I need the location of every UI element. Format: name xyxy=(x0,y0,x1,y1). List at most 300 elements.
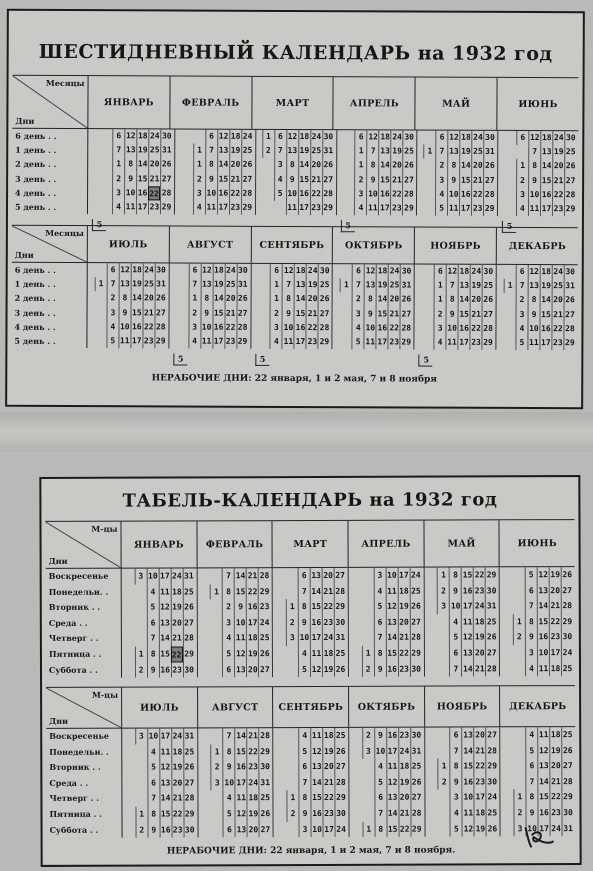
date-cell: 22 xyxy=(474,759,486,775)
date-cell: 16 xyxy=(159,662,171,678)
date-cell: 29 xyxy=(258,584,270,600)
date-cell: 8 xyxy=(528,159,540,173)
date-cell: 4 xyxy=(147,744,159,760)
date-cell: 26 xyxy=(318,292,330,306)
date-row xyxy=(251,278,332,293)
date-cell: 29 xyxy=(561,789,573,805)
date-cell: 6 xyxy=(525,583,537,599)
date-cell: 15 xyxy=(459,173,471,187)
date-row xyxy=(256,130,336,145)
date-cell: 25 xyxy=(471,145,483,159)
date-cell: 15 xyxy=(159,806,171,822)
date-cell: 7 xyxy=(374,806,386,822)
date-cell: 13 xyxy=(447,145,459,159)
date-cell: 14 xyxy=(310,775,322,791)
date-cell: 6 xyxy=(147,775,159,791)
date-cell: 8 xyxy=(222,584,234,600)
extra-five-day-marker: 5 xyxy=(92,219,106,231)
date-cell: 22 xyxy=(471,188,483,202)
date-row xyxy=(501,805,576,821)
date-cell: 10 xyxy=(462,790,474,806)
date-row xyxy=(87,334,168,349)
date-cell: 28 xyxy=(410,630,422,646)
date-cell: 7 xyxy=(112,143,124,157)
date-row xyxy=(88,291,169,306)
date-row xyxy=(251,292,332,307)
date-cell: 28 xyxy=(183,791,195,807)
weekly-calendar-title: ТАБЕЛЬ-КАЛЕНДАРЬ на 1932 год xyxy=(122,489,498,512)
date-cell: 10 xyxy=(527,322,539,336)
date-cell: 7 xyxy=(367,144,379,158)
date-cell: 23 xyxy=(322,806,334,822)
date-cell: 4 xyxy=(450,805,462,821)
day-row-label: 3 день . . xyxy=(14,307,56,318)
date-cell: 20 xyxy=(142,292,154,306)
date-cell: 7 xyxy=(435,145,447,159)
date-cell: 29 xyxy=(334,599,346,615)
date-cell: 8 xyxy=(525,790,537,806)
date-cell: 21 xyxy=(148,172,160,186)
date-cell: 14 xyxy=(136,158,148,172)
date-cell: 21 xyxy=(552,174,564,188)
date-cell: 17 xyxy=(159,728,171,744)
date-cell: 2 xyxy=(437,583,449,599)
weekly-footer: НЕРАБОЧИЕ ДНИ: 22 января, 1 и 2 мая, 7 и 8 ноября. xyxy=(166,845,456,857)
date-cell: 28 xyxy=(561,774,573,790)
month-name: АПРЕЛЬ xyxy=(334,77,416,129)
date-cell: 17 xyxy=(294,335,306,349)
date-cell: 5 xyxy=(222,646,234,662)
date-cell: 11 xyxy=(446,336,458,350)
date-cell: 21 xyxy=(322,584,334,600)
date-cell: 12 xyxy=(528,131,540,145)
date-cell: 12 xyxy=(310,662,322,678)
date-cell: 31 xyxy=(410,743,422,759)
date-cell: 14 xyxy=(459,159,471,173)
date-cell: 1 xyxy=(270,292,282,306)
date-row xyxy=(333,264,414,279)
date-cell: 31 xyxy=(236,278,248,292)
date-cell: 8 xyxy=(118,292,130,306)
date-cell: 29 xyxy=(486,759,498,775)
date-cell: 9 xyxy=(223,759,235,775)
date-row xyxy=(498,173,578,188)
date-cell: 15 xyxy=(234,584,246,600)
date-row xyxy=(122,760,197,776)
month-column xyxy=(501,727,576,836)
date-cell: 3 xyxy=(188,320,200,334)
date-row xyxy=(169,334,250,349)
day-row-label: Пятница . . xyxy=(49,808,102,819)
date-row xyxy=(123,822,198,838)
date-cell: 17 xyxy=(538,821,550,837)
date-cell: 18 xyxy=(398,759,410,775)
date-row xyxy=(424,583,499,599)
date-cell xyxy=(181,158,193,172)
date-cell: 11 xyxy=(537,661,549,677)
date-cell: 5 xyxy=(374,775,386,791)
date-cell: 21 xyxy=(322,775,334,791)
date-cell: 8 xyxy=(446,293,458,307)
date-cell xyxy=(181,186,193,200)
date-cell: 16 xyxy=(537,630,549,646)
date-cell: 13 xyxy=(158,615,170,631)
date-cell: 12 xyxy=(447,131,459,145)
date-row xyxy=(169,278,250,293)
day-row-label: 5 день . . xyxy=(14,201,57,212)
date-row xyxy=(415,321,496,336)
six-day-calendar-sheet xyxy=(5,9,585,410)
date-cell: 30 xyxy=(183,662,195,678)
date-cell: 4 xyxy=(222,631,234,647)
date-cell: 16 xyxy=(212,320,224,334)
date-cell: 15 xyxy=(310,790,322,806)
date-cell: 8 xyxy=(374,821,386,837)
date-cell: 20 xyxy=(322,568,334,584)
date-cell: 23 xyxy=(549,630,561,646)
date-cell: 7 xyxy=(374,630,386,646)
date-row xyxy=(337,159,417,174)
month-header-row xyxy=(12,225,578,265)
date-cell: 27 xyxy=(483,173,495,187)
date-cell: 27 xyxy=(486,727,498,743)
date-cell: 9 xyxy=(366,173,378,187)
date-row xyxy=(498,188,578,203)
date-cell: 2 xyxy=(352,293,364,307)
date-cell: 27 xyxy=(561,583,573,599)
date-row xyxy=(273,599,348,615)
date-cell: 24 xyxy=(322,630,334,646)
date-cell: 6 xyxy=(205,130,217,144)
date-cell: 28 xyxy=(564,188,576,202)
calendar-grid xyxy=(46,567,575,678)
date-cell: 28 xyxy=(154,320,166,334)
date-row xyxy=(274,728,349,744)
date-cell xyxy=(516,145,528,159)
date-cell: 4 xyxy=(188,334,200,348)
date-cell: 15 xyxy=(212,306,224,320)
date-cell: 23 xyxy=(551,336,563,350)
date-cell: 27 xyxy=(183,775,195,791)
date-cell: 31 xyxy=(154,278,166,292)
calendar-grid xyxy=(46,727,575,838)
date-row xyxy=(349,614,424,630)
date-row xyxy=(175,200,255,215)
date-cell: 8 xyxy=(205,158,217,172)
date-cell: 15 xyxy=(298,173,310,187)
date-cell: 15 xyxy=(461,567,473,583)
date-cell: 4 xyxy=(525,661,537,677)
date-cell: 7 xyxy=(528,145,540,159)
date-row xyxy=(349,728,424,744)
date-cell: 5 xyxy=(274,187,286,201)
date-cell: 24 xyxy=(561,645,573,661)
date-cell: 26 xyxy=(183,760,195,776)
date-cell: 18 xyxy=(474,805,486,821)
date-cell: 19 xyxy=(212,278,224,292)
date-cell: 8 xyxy=(286,158,298,172)
date-cell: 23 xyxy=(322,615,334,631)
date-cell: 19 xyxy=(322,661,334,677)
date-cell: 5 xyxy=(525,567,537,583)
date-cell: 29 xyxy=(154,334,166,348)
date-cell: 13 xyxy=(540,145,552,159)
date-cell: 22 xyxy=(398,821,410,837)
date-cell: 26 xyxy=(409,599,421,615)
month-name: АВГУСТ xyxy=(170,226,252,262)
date-cell: 29 xyxy=(183,646,195,662)
date-cell: 28 xyxy=(241,187,253,201)
date-cell: 10 xyxy=(385,568,397,584)
date-cell: 14 xyxy=(234,568,246,584)
date-row xyxy=(198,662,273,678)
date-cell: 14 xyxy=(159,631,171,647)
corner-months-label: М-цы xyxy=(91,689,119,700)
date-cell: 18 xyxy=(376,264,388,278)
date-cell: 10 xyxy=(146,569,158,585)
date-cell: 11 xyxy=(447,202,459,216)
date-cell: 24 xyxy=(409,568,421,584)
date-cell: 18 xyxy=(322,646,334,662)
date-cell: 12 xyxy=(200,264,212,278)
date-cell: 6 xyxy=(516,131,528,145)
date-cell: 2 xyxy=(106,292,118,306)
day-row-label: Среда . . xyxy=(48,617,88,628)
date-cell: 27 xyxy=(563,308,575,322)
date-cell: 27 xyxy=(334,759,346,775)
date-cell: 26 xyxy=(154,292,166,306)
date-cell: 9 xyxy=(525,630,537,646)
date-cell: 24 xyxy=(170,568,182,584)
date-cell: 21 xyxy=(229,172,241,186)
date-cell: 29 xyxy=(241,201,253,215)
date-cell: 14 xyxy=(386,630,398,646)
date-cell: 14 xyxy=(217,158,229,172)
date-cell: 28 xyxy=(561,598,573,614)
date-row xyxy=(418,131,498,146)
date-cell: 3 xyxy=(106,306,118,320)
date-cell: 18 xyxy=(136,129,148,143)
date-row xyxy=(256,144,336,159)
date-cell: 4 xyxy=(298,728,310,744)
date-row xyxy=(349,759,424,775)
date-cell: 8 xyxy=(200,292,212,306)
date-cell: 9 xyxy=(298,615,310,631)
date-cell: 4 xyxy=(146,584,158,600)
date-row xyxy=(337,144,417,159)
date-cell: 11 xyxy=(124,200,136,214)
date-cell: 31 xyxy=(562,821,574,837)
date-cell: 9 xyxy=(446,307,458,321)
date-cell: 12 xyxy=(234,646,246,662)
date-cell: 6 xyxy=(188,264,200,278)
date-cell: 20 xyxy=(246,662,258,678)
date-cell: 6 xyxy=(222,662,234,678)
date-cell: 26 xyxy=(400,293,412,307)
date-cell: 1 xyxy=(437,568,449,584)
date-cell: 22 xyxy=(390,187,402,201)
date-cell: 17 xyxy=(158,568,170,584)
date-cell: 13 xyxy=(537,583,549,599)
date-row xyxy=(337,173,417,188)
date-cell: 4 xyxy=(434,336,446,350)
date-cell: 18 xyxy=(247,791,259,807)
date-cell: 18 xyxy=(212,264,224,278)
date-row xyxy=(88,172,174,187)
date-cell: 5 xyxy=(146,600,158,616)
month-name: АВГУСТ xyxy=(198,687,274,727)
date-cell: 24 xyxy=(310,130,322,144)
date-cell: 24 xyxy=(224,264,236,278)
date-cell: 7 xyxy=(106,277,118,291)
date-cell xyxy=(181,172,193,186)
date-cell: 30 xyxy=(318,264,330,278)
date-cell: 9 xyxy=(449,583,461,599)
date-row xyxy=(169,306,250,321)
date-cell: 29 xyxy=(183,806,195,822)
extra-five-day-marker: 5 xyxy=(255,354,269,366)
date-cell: 9 xyxy=(526,805,538,821)
date-cell: 7 xyxy=(298,584,310,600)
date-cell: 16 xyxy=(310,806,322,822)
date-cell xyxy=(100,158,112,172)
date-cell: 19 xyxy=(130,277,142,291)
date-row xyxy=(333,307,414,322)
date-cell: 17 xyxy=(539,336,551,350)
date-cell: 11 xyxy=(537,727,549,743)
date-cell: 1 xyxy=(423,145,435,159)
date-cell: 20 xyxy=(306,292,318,306)
date-cell: 11 xyxy=(234,631,246,647)
date-cell: 22 xyxy=(470,322,482,336)
date-row xyxy=(273,646,348,662)
date-cell: 28 xyxy=(334,583,346,599)
date-cell: 4 xyxy=(515,322,527,336)
date-cell: 28 xyxy=(322,187,334,201)
date-cell: 29 xyxy=(485,567,497,583)
date-row xyxy=(198,806,273,822)
date-cell: 26 xyxy=(241,158,253,172)
date-cell: 18 xyxy=(131,263,143,277)
date-cell: 22 xyxy=(224,320,236,334)
date-cell: 11 xyxy=(286,201,298,215)
date-cell xyxy=(343,130,355,144)
month-name: ОКТЯБРЬ xyxy=(349,687,425,727)
date-cell: 17 xyxy=(549,645,561,661)
day-row-label: 6 день . . xyxy=(15,130,57,141)
date-row xyxy=(424,599,499,615)
date-cell: 10 xyxy=(118,320,130,334)
date-row xyxy=(256,158,336,173)
date-row xyxy=(274,790,349,806)
date-cell: 10 xyxy=(537,645,549,661)
date-cell: 12 xyxy=(461,630,473,646)
date-cell: 31 xyxy=(564,279,576,293)
date-cell: 16 xyxy=(462,774,474,790)
date-cell xyxy=(95,263,107,277)
date-cell: 4 xyxy=(374,759,386,775)
date-row xyxy=(425,821,500,837)
date-cell: 27 xyxy=(334,568,346,584)
date-cell: 21 xyxy=(246,568,258,584)
date-cell: 17 xyxy=(298,201,310,215)
month-name: МАЙ xyxy=(416,78,498,130)
day-row-label: 5 день . . xyxy=(14,335,56,346)
month-column xyxy=(197,568,273,677)
date-cell: 7 xyxy=(274,144,286,158)
date-cell: 2 xyxy=(514,805,526,821)
date-cell: 19 xyxy=(398,774,410,790)
date-cell: 7 xyxy=(223,728,235,744)
date-cell: 6 xyxy=(434,265,446,279)
date-cell: 12 xyxy=(217,130,229,144)
date-cell: 20 xyxy=(397,614,409,630)
date-cell: 6 xyxy=(146,615,158,631)
date-cell: 8 xyxy=(449,567,461,583)
date-cell: 14 xyxy=(462,743,474,759)
date-cell: 22 xyxy=(552,188,564,202)
day-row-label: 2 день . . xyxy=(15,159,57,170)
date-cell: 25 xyxy=(409,583,421,599)
date-row xyxy=(500,645,575,661)
date-cell: 31 xyxy=(483,145,495,159)
date-cell: 20 xyxy=(398,790,410,806)
date-cell: 29 xyxy=(410,646,422,662)
date-cell: 27 xyxy=(482,307,494,321)
date-cell: 1 xyxy=(188,292,200,306)
date-cell: 10 xyxy=(124,186,136,200)
date-cell: 12 xyxy=(235,806,247,822)
date-row xyxy=(497,279,578,294)
date-cell: 12 xyxy=(386,774,398,790)
date-row xyxy=(251,321,332,336)
date-cell: 1 xyxy=(112,158,124,172)
date-cell: 28 xyxy=(483,188,495,202)
date-cell: 4 xyxy=(525,727,537,743)
date-cell: 17 xyxy=(212,335,224,349)
date-cell: 17 xyxy=(459,202,471,216)
date-cell: 8 xyxy=(223,744,235,760)
date-row xyxy=(337,130,417,145)
date-cell: 15 xyxy=(235,744,247,760)
date-cell: 1 xyxy=(355,159,367,173)
date-cell: 14 xyxy=(298,158,310,172)
date-cell xyxy=(504,265,516,279)
date-cell: 3 xyxy=(286,630,298,646)
date-cell: 19 xyxy=(170,600,182,616)
extra-five-day-marker: 5 xyxy=(502,221,516,233)
date-row xyxy=(198,759,273,775)
date-cell: 19 xyxy=(246,646,258,662)
date-cell: 6 xyxy=(223,822,235,838)
date-cell: 22 xyxy=(322,599,334,615)
date-cell: 25 xyxy=(334,728,346,744)
date-cell: 17 xyxy=(217,201,229,215)
date-cell: 1 xyxy=(210,584,222,600)
date-cell: 29 xyxy=(402,201,414,215)
date-row xyxy=(169,292,250,307)
date-row xyxy=(425,661,500,677)
date-cell: 23 xyxy=(224,335,236,349)
date-row xyxy=(198,728,273,744)
date-cell: 27 xyxy=(258,662,270,678)
date-cell xyxy=(181,200,193,214)
month-column xyxy=(87,263,169,348)
date-cell: 29 xyxy=(318,335,330,349)
date-cell: 31 xyxy=(160,144,172,158)
date-cell: 28 xyxy=(563,322,575,336)
date-row xyxy=(349,568,424,584)
